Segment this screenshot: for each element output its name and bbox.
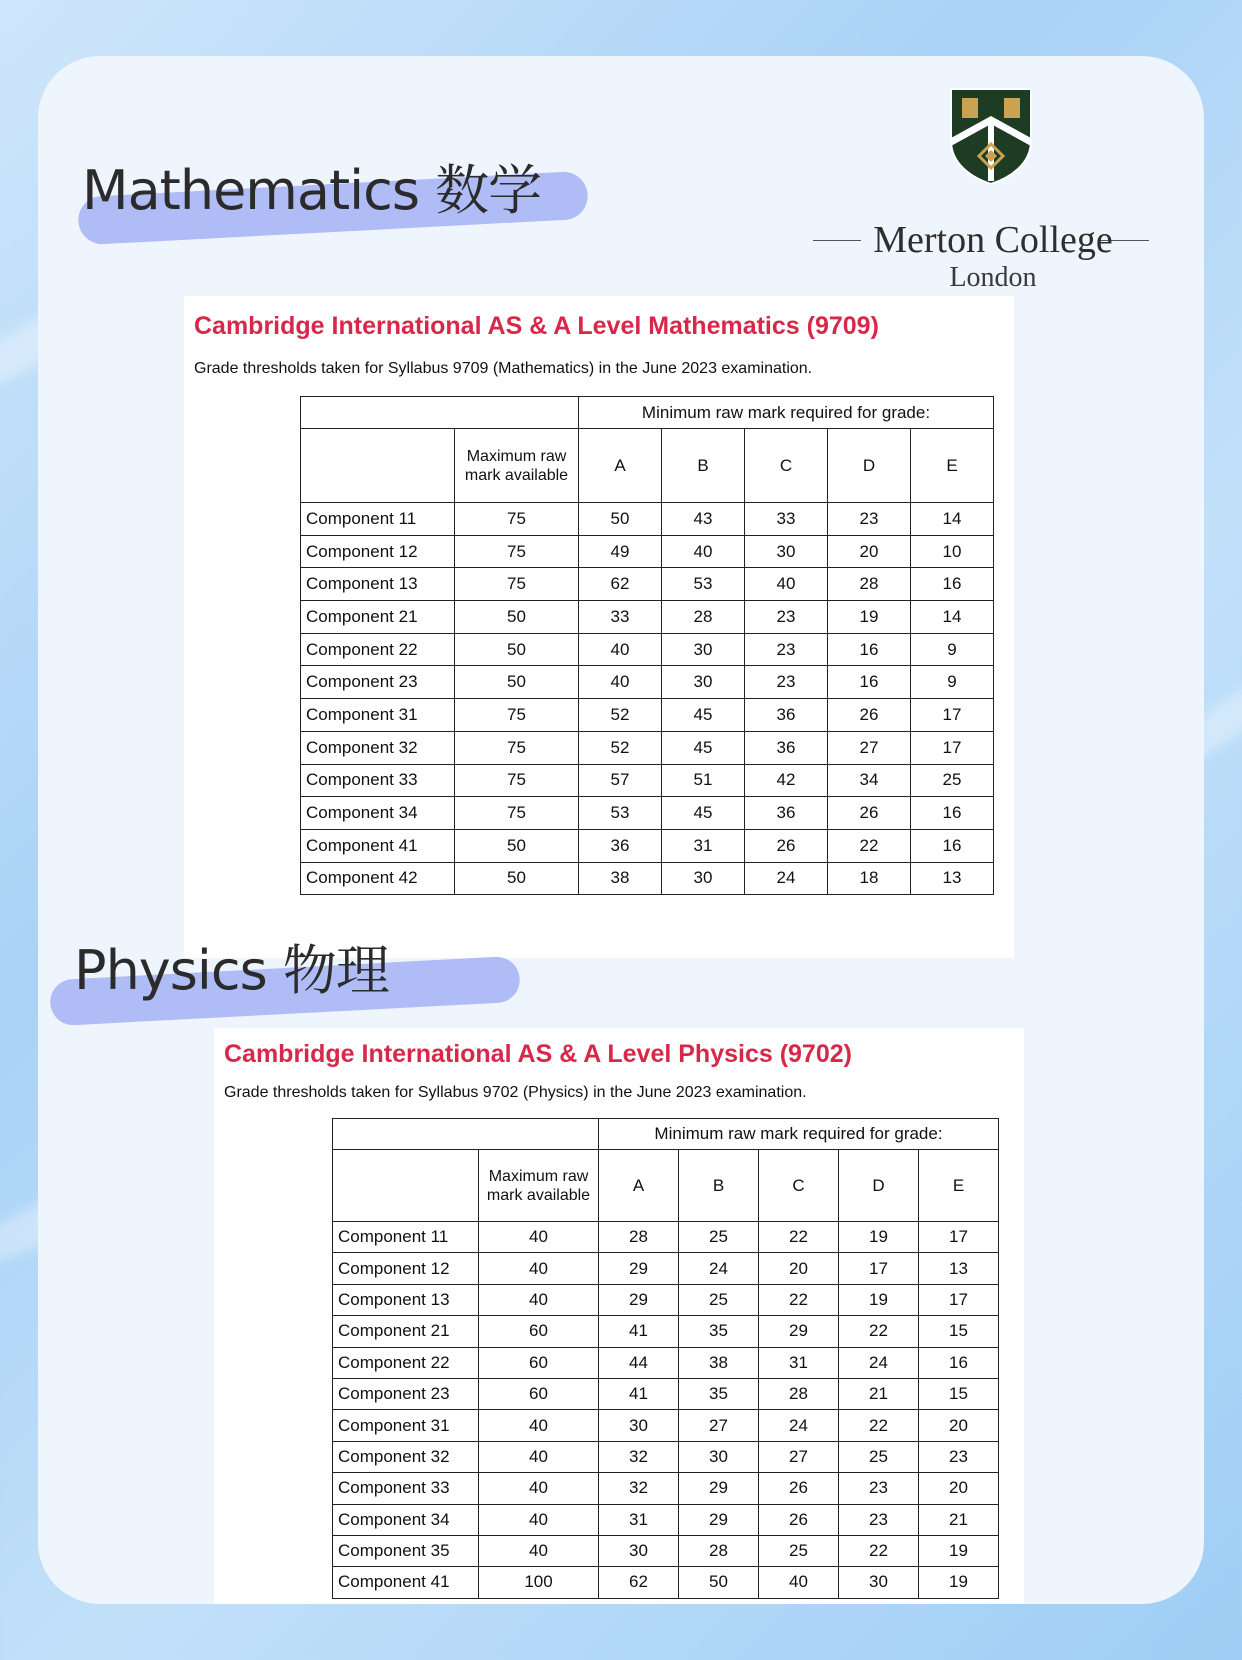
table-row [333,1535,999,1566]
grade-threshold-cell: 13 [919,1253,999,1284]
grade-threshold-cell: 19 [839,1222,919,1253]
grade-threshold-cell: 30 [599,1410,679,1441]
grade-header-a: A [599,1150,679,1222]
grade-threshold-cell: 31 [662,829,745,862]
grade-threshold-cell: 24 [759,1410,839,1441]
grade-threshold-cell: 15 [919,1316,999,1347]
grade-threshold-cell: 25 [679,1222,759,1253]
college-city: London [949,262,1037,293]
table-row [333,1253,999,1284]
grade-threshold-cell: 53 [579,797,662,830]
grade-threshold-cell: 17 [911,731,994,764]
grade-threshold-cell: 26 [759,1504,839,1535]
component-name-cell: Component 13 [301,568,455,601]
grade-threshold-cell: 36 [745,699,828,732]
max-mark-cell: 60 [479,1378,599,1409]
physics-doc-subtitle: Grade thresholds taken for Syllabus 9702 (Physics) in the June 2023 examination. [224,1084,807,1101]
table-row [301,666,994,699]
grade-threshold-cell: 49 [579,535,662,568]
max-mark-cell: 75 [455,764,579,797]
grade-threshold-cell: 42 [745,764,828,797]
component-name-cell: Component 32 [333,1441,479,1472]
grade-threshold-cell: 40 [579,633,662,666]
grade-header-a: A [579,429,662,503]
grade-threshold-cell: 28 [828,568,911,601]
grade-threshold-cell: 35 [679,1316,759,1347]
grade-threshold-cell: 36 [579,829,662,862]
grade-header-c: C [745,429,828,503]
component-name-cell: Component 41 [301,829,455,862]
grade-threshold-cell: 19 [828,601,911,634]
grade-threshold-cell: 26 [759,1473,839,1504]
max-mark-cell: 60 [479,1347,599,1378]
table-row [333,1473,999,1504]
grade-threshold-cell: 16 [828,633,911,666]
table-row [333,1316,999,1347]
table-header-row [301,397,994,429]
table-header-row [333,1119,999,1150]
component-name-cell: Component 42 [301,862,455,895]
math-threshold-document [184,296,1014,958]
grade-threshold-cell: 19 [839,1284,919,1315]
grade-threshold-cell: 9 [911,633,994,666]
grade-threshold-cell: 30 [662,862,745,895]
grade-threshold-cell: 25 [911,764,994,797]
merton-college-logo [813,86,1173,296]
grade-threshold-cell: 43 [662,503,745,536]
table-row [333,1567,999,1598]
grade-threshold-cell: 35 [679,1378,759,1409]
grade-threshold-cell: 29 [599,1253,679,1284]
grade-threshold-cell: 57 [579,764,662,797]
grade-threshold-cell: 22 [759,1222,839,1253]
grade-threshold-cell: 53 [662,568,745,601]
max-mark-cell: 40 [479,1441,599,1472]
grade-threshold-cell: 51 [662,764,745,797]
grade-threshold-cell: 26 [745,829,828,862]
content-card [38,56,1204,1604]
math-heading: Mathematics 数学 [82,159,542,222]
grade-threshold-cell: 22 [828,829,911,862]
grade-threshold-cell: 16 [911,829,994,862]
grade-threshold-cell: 52 [579,699,662,732]
grade-threshold-cell: 22 [759,1284,839,1315]
grade-threshold-cell: 26 [828,699,911,732]
grade-threshold-cell: 50 [579,503,662,536]
max-mark-cell: 50 [455,601,579,634]
grade-threshold-cell: 29 [679,1504,759,1535]
max-mark-cell: 50 [455,829,579,862]
table-row [333,1222,999,1253]
table-row [333,1504,999,1535]
grade-header-d: D [828,429,911,503]
grade-threshold-cell: 22 [839,1316,919,1347]
grade-threshold-cell: 23 [839,1504,919,1535]
component-name-cell: Component 22 [301,633,455,666]
grade-threshold-cell: 25 [839,1441,919,1472]
grade-threshold-cell: 16 [911,568,994,601]
grade-threshold-cell: 25 [759,1535,839,1566]
grade-threshold-cell: 20 [919,1473,999,1504]
grade-threshold-cell: 62 [579,568,662,601]
max-mark-header: Maximum raw mark available [455,429,579,503]
component-name-cell: Component 21 [301,601,455,634]
component-name-cell: Component 11 [333,1222,479,1253]
grade-threshold-cell: 16 [911,797,994,830]
grade-threshold-cell: 13 [911,862,994,895]
grade-group-header: Minimum raw mark required for grade: [579,397,994,429]
grade-threshold-cell: 17 [839,1253,919,1284]
component-name-cell: Component 34 [301,797,455,830]
max-mark-cell: 40 [479,1284,599,1315]
table-row [333,1284,999,1315]
grade-threshold-cell: 9 [911,666,994,699]
grade-threshold-cell: 23 [745,601,828,634]
max-mark-cell: 40 [479,1473,599,1504]
grade-threshold-cell: 23 [745,666,828,699]
max-mark-header: Maximum raw mark available [479,1150,599,1222]
table-header-row [301,429,994,503]
grade-threshold-cell: 33 [745,503,828,536]
grade-threshold-cell: 30 [679,1441,759,1472]
grade-threshold-cell: 21 [839,1378,919,1409]
grade-threshold-cell: 20 [919,1410,999,1441]
math-doc-title: Cambridge International AS & A Level Mathematics (9709) [194,312,879,340]
grade-threshold-cell: 14 [911,601,994,634]
grade-threshold-cell: 40 [662,535,745,568]
table-row [301,503,994,536]
grade-threshold-cell: 30 [745,535,828,568]
grade-threshold-cell: 10 [911,535,994,568]
grade-threshold-cell: 50 [679,1567,759,1598]
grade-threshold-cell: 31 [599,1504,679,1535]
table-row [301,601,994,634]
max-mark-cell: 50 [455,666,579,699]
grade-threshold-cell: 16 [919,1347,999,1378]
grade-threshold-cell: 28 [662,601,745,634]
max-mark-cell: 100 [479,1567,599,1598]
college-crest-icon [948,86,1034,186]
grade-threshold-cell: 23 [745,633,828,666]
grade-threshold-cell: 17 [919,1222,999,1253]
grade-threshold-cell: 30 [599,1535,679,1566]
max-mark-cell: 75 [455,568,579,601]
table-row [333,1378,999,1409]
max-mark-cell: 40 [479,1535,599,1566]
component-name-cell: Component 22 [333,1347,479,1378]
max-mark-cell: 75 [455,503,579,536]
college-name: Merton College [873,219,1113,261]
grade-threshold-cell: 18 [828,862,911,895]
grade-threshold-cell: 15 [919,1378,999,1409]
grade-threshold-cell: 29 [679,1473,759,1504]
grade-threshold-cell: 29 [599,1284,679,1315]
grade-threshold-cell: 38 [579,862,662,895]
max-mark-cell: 75 [455,731,579,764]
table-row [301,633,994,666]
grade-threshold-cell: 32 [599,1441,679,1472]
grade-header-d: D [839,1150,919,1222]
grade-threshold-cell: 62 [599,1567,679,1598]
component-header-cell [301,429,455,503]
max-mark-cell: 60 [479,1316,599,1347]
grade-header-e: E [911,429,994,503]
grade-threshold-cell: 20 [828,535,911,568]
grade-threshold-cell: 22 [839,1535,919,1566]
component-name-cell: Component 23 [333,1378,479,1409]
table-row [301,699,994,732]
table-row [301,862,994,895]
grade-threshold-cell: 27 [828,731,911,764]
grade-header-b: B [679,1150,759,1222]
grade-threshold-cell: 24 [745,862,828,895]
physics-threshold-document [214,1028,1024,1604]
table-row [301,797,994,830]
table-header-row [333,1150,999,1222]
grade-threshold-cell: 36 [745,731,828,764]
grade-threshold-cell: 14 [911,503,994,536]
grade-threshold-cell: 32 [599,1473,679,1504]
component-name-cell: Component 32 [301,731,455,764]
max-mark-cell: 40 [479,1222,599,1253]
grade-header-b: B [662,429,745,503]
physics-doc-title: Cambridge International AS & A Level Physics (9702) [224,1040,852,1068]
physics-heading: Physics 物理 [74,939,389,1002]
grade-threshold-cell: 25 [679,1284,759,1315]
max-mark-cell: 75 [455,797,579,830]
component-name-cell: Component 31 [301,699,455,732]
max-mark-cell: 50 [455,862,579,895]
table-row [301,829,994,862]
grade-threshold-cell: 41 [599,1378,679,1409]
component-name-cell: Component 13 [333,1284,479,1315]
grade-threshold-cell: 31 [759,1347,839,1378]
grade-threshold-cell: 45 [662,699,745,732]
max-mark-cell: 40 [479,1253,599,1284]
grade-threshold-cell: 30 [839,1567,919,1598]
grade-threshold-cell: 19 [919,1567,999,1598]
grade-threshold-cell: 30 [662,666,745,699]
grade-threshold-cell: 20 [759,1253,839,1284]
grade-threshold-cell: 28 [679,1535,759,1566]
grade-threshold-cell: 52 [579,731,662,764]
grade-threshold-cell: 38 [679,1347,759,1378]
grade-threshold-cell: 17 [919,1284,999,1315]
grade-header-c: C [759,1150,839,1222]
grade-threshold-cell: 27 [759,1441,839,1472]
grade-threshold-cell: 16 [828,666,911,699]
max-mark-cell: 40 [479,1410,599,1441]
max-mark-cell: 75 [455,699,579,732]
grade-threshold-cell: 26 [828,797,911,830]
physics-grade-table [332,1118,999,1599]
grade-threshold-cell: 24 [679,1253,759,1284]
grade-threshold-cell: 28 [599,1222,679,1253]
grade-threshold-cell: 27 [679,1410,759,1441]
grade-threshold-cell: 40 [759,1567,839,1598]
max-mark-cell: 50 [455,633,579,666]
table-row [301,568,994,601]
grade-threshold-cell: 45 [662,797,745,830]
component-name-cell: Component 21 [333,1316,479,1347]
table-row [301,764,994,797]
math-grade-table [300,396,994,895]
max-mark-cell: 75 [455,535,579,568]
grade-threshold-cell: 17 [911,699,994,732]
grade-threshold-cell: 40 [579,666,662,699]
grade-threshold-cell: 23 [839,1473,919,1504]
grade-threshold-cell: 19 [919,1535,999,1566]
header-blank-cell [301,397,579,429]
component-header-cell [333,1150,479,1222]
component-name-cell: Component 23 [301,666,455,699]
table-row [301,731,994,764]
grade-threshold-cell: 45 [662,731,745,764]
grade-group-header: Minimum raw mark required for grade: [599,1119,999,1150]
grade-threshold-cell: 44 [599,1347,679,1378]
grade-threshold-cell: 23 [919,1441,999,1472]
grade-threshold-cell: 24 [839,1347,919,1378]
grade-threshold-cell: 30 [662,633,745,666]
grade-threshold-cell: 34 [828,764,911,797]
grade-threshold-cell: 22 [839,1410,919,1441]
table-row [301,535,994,568]
grade-header-e: E [919,1150,999,1222]
component-name-cell: Component 35 [333,1535,479,1566]
component-name-cell: Component 33 [333,1473,479,1504]
max-mark-cell: 40 [479,1504,599,1535]
component-name-cell: Component 33 [301,764,455,797]
component-name-cell: Component 12 [301,535,455,568]
component-name-cell: Component 12 [333,1253,479,1284]
component-name-cell: Component 31 [333,1410,479,1441]
grade-threshold-cell: 41 [599,1316,679,1347]
grade-threshold-cell: 36 [745,797,828,830]
table-row [333,1441,999,1472]
table-row [333,1410,999,1441]
grade-threshold-cell: 23 [828,503,911,536]
component-name-cell: Component 34 [333,1504,479,1535]
component-name-cell: Component 41 [333,1567,479,1598]
math-doc-subtitle: Grade thresholds taken for Syllabus 9709 (Mathematics) in the June 2023 examination. [194,360,813,377]
grade-threshold-cell: 29 [759,1316,839,1347]
grade-threshold-cell: 40 [745,568,828,601]
grade-threshold-cell: 33 [579,601,662,634]
table-row [333,1347,999,1378]
grade-threshold-cell: 28 [759,1378,839,1409]
header-blank-cell [333,1119,599,1150]
grade-threshold-cell: 21 [919,1504,999,1535]
component-name-cell: Component 11 [301,503,455,536]
